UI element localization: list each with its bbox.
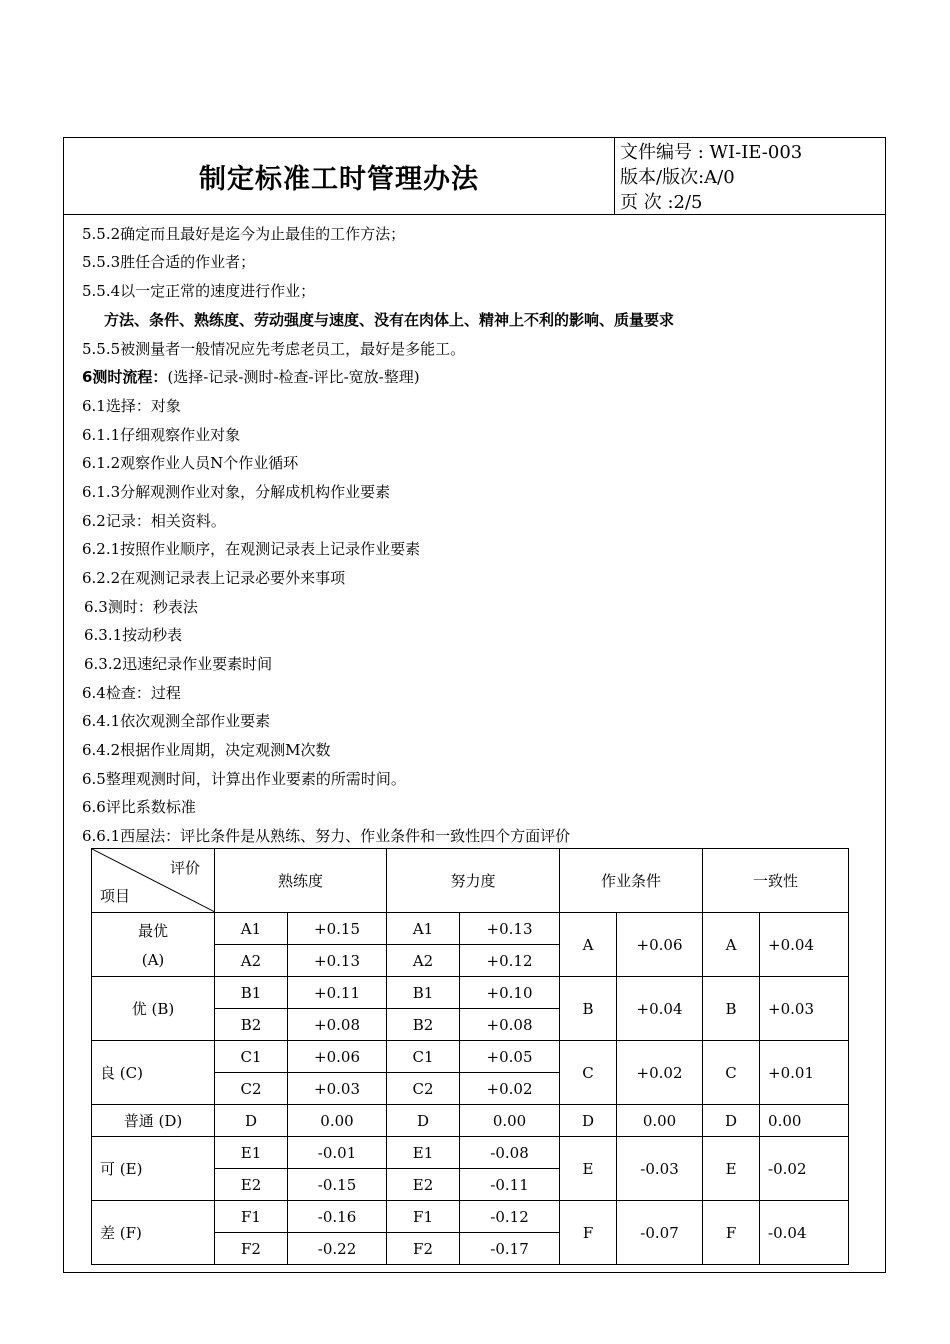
text-line: 6.3.2迅速纪录作业要素时间 [84, 655, 273, 673]
condition-code: A [560, 913, 617, 977]
grade-label: 差 (F) [92, 1201, 215, 1265]
skill-code: C2 [215, 1073, 288, 1105]
skill-value: +0.08 [288, 1009, 387, 1041]
effort-code: A1 [387, 913, 460, 945]
section-heading-text: (选择-记录-测时-检查-评比-宽放-整理) [167, 368, 420, 386]
effort-value: +0.05 [460, 1041, 560, 1073]
effort-code: C1 [387, 1041, 460, 1073]
consistency-value: -0.04 [760, 1201, 849, 1265]
grade-label: 可 (E) [92, 1137, 215, 1201]
consistency-code: D [703, 1105, 760, 1137]
condition-value: -0.07 [617, 1201, 703, 1265]
skill-code: F2 [215, 1233, 288, 1265]
skill-code: F1 [215, 1201, 288, 1233]
table-row [92, 913, 849, 945]
text-line: 6.1.2观察作业人员N个作业循环 [82, 454, 299, 472]
effort-code: B1 [387, 977, 460, 1009]
skill-value: -0.15 [288, 1169, 387, 1201]
text-line: 6.2.2在观测记录表上记录必要外来事项 [82, 569, 346, 587]
effort-code: D [387, 1105, 460, 1137]
document-header [64, 138, 885, 215]
consistency-code: A [703, 913, 760, 977]
skill-code: E2 [215, 1169, 288, 1201]
effort-code: E2 [387, 1169, 460, 1201]
column-header-skill: 熟练度 [215, 849, 387, 913]
page-title: 制定标准工时管理办法 [64, 138, 615, 214]
text-line: 6.3测时：秒表法 [84, 598, 198, 616]
effort-value: +0.13 [460, 913, 560, 945]
column-header-condition: 作业条件 [560, 849, 703, 913]
effort-value: -0.11 [460, 1169, 560, 1201]
consistency-value: 0.00 [760, 1105, 849, 1137]
skill-value: -0.22 [288, 1233, 387, 1265]
text-line: 6.5整理观测时间，计算出作业要素的所需时间。 [82, 770, 406, 788]
table-row [92, 977, 849, 1009]
effort-value: +0.10 [460, 977, 560, 1009]
table-row [92, 1137, 849, 1169]
condition-value: +0.02 [617, 1041, 703, 1105]
table-header-row [92, 849, 849, 913]
effort-value: -0.08 [460, 1137, 560, 1169]
skill-code: A1 [215, 913, 288, 945]
text-line-emphasis: 方法、条件、熟练度、劳动强度与速度、没有在肉体上、精神上不利的影响、质量要求 [104, 311, 675, 329]
effort-code: E1 [387, 1137, 460, 1169]
skill-code: B2 [215, 1009, 288, 1041]
consistency-value: -0.02 [760, 1137, 849, 1201]
table-row [92, 1201, 849, 1233]
condition-value: -0.03 [617, 1137, 703, 1201]
skill-value: -0.01 [288, 1137, 387, 1169]
effort-code: A2 [387, 945, 460, 977]
text-line: 6.6评比系数标准 [82, 798, 196, 816]
column-header-effort: 努力度 [387, 849, 560, 913]
text-line: 6.1选择：对象 [82, 397, 181, 415]
text-line: 5.5.4以一定正常的速度进行作业； [82, 282, 316, 300]
consistency-value: +0.04 [760, 913, 849, 977]
section-heading-label: 6测时流程： [82, 368, 168, 386]
grade-label: 普通 (D) [92, 1105, 215, 1137]
column-header-consistency: 一致性 [703, 849, 849, 913]
condition-value: +0.04 [617, 977, 703, 1041]
consistency-code: E [703, 1137, 760, 1201]
skill-value: +0.06 [288, 1041, 387, 1073]
skill-code: A2 [215, 945, 288, 977]
text-line: 6.2记录：相关资料。 [82, 512, 226, 530]
grade-label: 良 (C) [92, 1041, 215, 1105]
text-line: 5.5.2确定而且最好是迄今为止最佳的工作方法； [82, 225, 406, 243]
effort-value: +0.08 [460, 1009, 560, 1041]
text-line: 6.3.1按动秒表 [84, 626, 183, 644]
rating-table [91, 848, 849, 1265]
text-line: 6.4.2根据作业周期，决定观测M次数 [82, 741, 331, 759]
condition-code: F [560, 1201, 617, 1265]
consistency-value: +0.01 [760, 1041, 849, 1105]
grade-code: (A) [141, 951, 165, 969]
effort-value: -0.12 [460, 1201, 560, 1233]
document-frame [63, 137, 886, 1273]
text-line: 6.2.1按照作业顺序，在观测记录表上记录作业要素 [82, 540, 421, 558]
condition-code: D [560, 1105, 617, 1137]
text-line: 5.5.3胜任合适的作业者； [82, 253, 256, 271]
document-meta [620, 140, 802, 215]
text-line: 6.6.1西屋法：评比条件是从熟练、努力、作业条件和一致性四个方面评价 [82, 827, 571, 845]
skill-value: +0.11 [288, 977, 387, 1009]
text-line: 5.5.5被测量者一般情况应先考虑老员工，最好是多能工。 [82, 340, 466, 358]
skill-value: -0.16 [288, 1201, 387, 1233]
table-corner-cell [92, 849, 215, 913]
condition-code: E [560, 1137, 617, 1201]
corner-label-bottom: 项目 [100, 887, 131, 905]
effort-code: F2 [387, 1233, 460, 1265]
grade-label-cell [92, 913, 215, 977]
skill-code: D [215, 1105, 288, 1137]
effort-code: B2 [387, 1009, 460, 1041]
effort-code: C2 [387, 1073, 460, 1105]
section-heading [82, 367, 420, 387]
consistency-code: C [703, 1041, 760, 1105]
skill-value: +0.03 [288, 1073, 387, 1105]
table-row [92, 1105, 849, 1137]
consistency-code: B [703, 977, 760, 1041]
skill-code: C1 [215, 1041, 288, 1073]
text-line: 6.4.1依次观测全部作业要素 [82, 712, 271, 730]
condition-code: B [560, 977, 617, 1041]
effort-value: 0.00 [460, 1105, 560, 1137]
text-line: 6.1.3分解观测作业对象，分解成机构作业要素 [82, 483, 391, 501]
doc-page: 页 次 :2/5 [620, 192, 703, 213]
table-row [92, 1041, 849, 1073]
grade-label: 优 (B) [92, 977, 215, 1041]
skill-value: 0.00 [288, 1105, 387, 1137]
doc-version: 版本/版次:A/0 [620, 167, 735, 188]
condition-code: C [560, 1041, 617, 1105]
text-line: 6.1.1仔细观察作业对象 [82, 426, 241, 444]
effort-value: +0.02 [460, 1073, 560, 1105]
condition-value: 0.00 [617, 1105, 703, 1137]
skill-code: B1 [215, 977, 288, 1009]
grade-label: 最优 [137, 922, 168, 940]
skill-code: E1 [215, 1137, 288, 1169]
skill-value: +0.13 [288, 945, 387, 977]
corner-label-top: 评价 [169, 859, 200, 877]
condition-value: +0.06 [617, 913, 703, 977]
effort-value: -0.17 [460, 1233, 560, 1265]
consistency-code: F [703, 1201, 760, 1265]
skill-value: +0.15 [288, 913, 387, 945]
effort-value: +0.12 [460, 945, 560, 977]
text-line: 6.4检查：过程 [82, 684, 181, 702]
consistency-value: +0.03 [760, 977, 849, 1041]
doc-number: 文件编号 : WI-IE-003 [620, 142, 803, 163]
effort-code: F1 [387, 1201, 460, 1233]
